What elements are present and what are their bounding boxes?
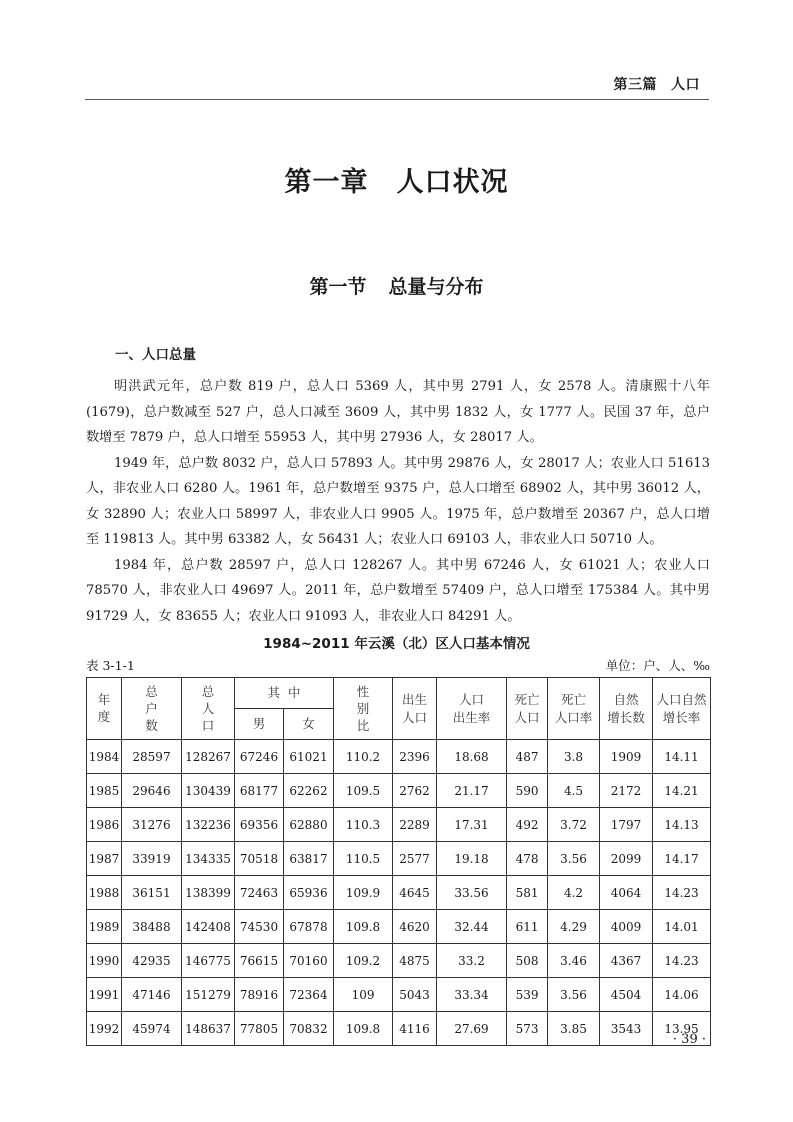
- table-cell: 109.8: [334, 910, 393, 944]
- header-death-rate: 死亡 人口率: [548, 678, 600, 740]
- table-cell: 4009: [600, 910, 653, 944]
- table-cell: 70832: [284, 1012, 334, 1046]
- table-cell: 1990: [87, 944, 122, 978]
- table-cell: 33919: [122, 842, 182, 876]
- body-text: [86, 374, 710, 629]
- table-cell: 611: [507, 910, 548, 944]
- table-cell: 14.23: [653, 944, 711, 978]
- table-row: [87, 944, 711, 978]
- running-head-part: 第三篇: [613, 77, 657, 93]
- table-cell: 72463: [235, 876, 284, 910]
- table-cell: 581: [507, 876, 548, 910]
- table-cell: 130439: [182, 774, 235, 808]
- table-cell: 14.06: [653, 978, 711, 1012]
- table-cell: 33.56: [437, 876, 507, 910]
- table-cell: 4645: [393, 876, 437, 910]
- table-cell: 76615: [235, 944, 284, 978]
- table-body: [87, 740, 711, 1046]
- table-cell: 18.68: [437, 740, 507, 774]
- table-cell: 110.3: [334, 808, 393, 842]
- header-natural-rate: 人口自然 增长率: [653, 678, 711, 740]
- paragraph: 1984 年，总户数 28597 户，总人口 128267 人。其中男 67246 人，女 61021 人；农业人口 78570 人，非农业人口 49697 人。2011 年，总户数增至 57409 户，总人口增至 175384 人。其中男 91729 人，女 83655 人；农业人口 91093 人，非农业人口 84291 人。: [86, 557, 710, 624]
- table-cell: 67878: [284, 910, 334, 944]
- table-cell: 14.21: [653, 774, 711, 808]
- table-cell: 47146: [122, 978, 182, 1012]
- table-cell: 14.01: [653, 910, 711, 944]
- table-cell: 4.2: [548, 876, 600, 910]
- table-cell: 63817: [284, 842, 334, 876]
- table-cell: 29646: [122, 774, 182, 808]
- table-cell: 27.69: [437, 1012, 507, 1046]
- table-cell: 590: [507, 774, 548, 808]
- table-cell: 61021: [284, 740, 334, 774]
- table-cell: 1989: [87, 910, 122, 944]
- table-cell: 62262: [284, 774, 334, 808]
- population-table: [86, 677, 711, 1046]
- table-cell: 3.56: [548, 842, 600, 876]
- table-cell: 45974: [122, 1012, 182, 1046]
- running-head: [614, 74, 701, 94]
- table-cell: 2289: [393, 808, 437, 842]
- table-cell: 68177: [235, 774, 284, 808]
- table-cell: 72364: [284, 978, 334, 1012]
- table-cell: 132236: [182, 808, 235, 842]
- table-cell: 1797: [600, 808, 653, 842]
- table-cell: 109.5: [334, 774, 393, 808]
- table-row: [87, 740, 711, 774]
- table-cell: 4064: [600, 876, 653, 910]
- table-row: [87, 808, 711, 842]
- table-cell: 3543: [600, 1012, 653, 1046]
- table-row: [87, 1012, 711, 1046]
- table-cell: 17.31: [437, 808, 507, 842]
- table-cell: 2396: [393, 740, 437, 774]
- page-number: · 39 ·: [672, 1032, 706, 1047]
- table-cell: 65936: [284, 876, 334, 910]
- table-title: 1984~2011 年云溪（北）区人口基本情况: [263, 636, 530, 652]
- table-cell: 42935: [122, 944, 182, 978]
- table-cell: 4875: [393, 944, 437, 978]
- table-cell: 478: [507, 842, 548, 876]
- table-cell: 109: [334, 978, 393, 1012]
- table-cell: 2577: [393, 842, 437, 876]
- table-cell: 1992: [87, 1012, 122, 1046]
- table-cell: 3.85: [548, 1012, 600, 1046]
- table-cell: 78916: [235, 978, 284, 1012]
- paragraph: 1949 年，总户数 8032 户，总人口 57893 人。其中男 29876 人，女 28017 人；农业人口 51613 人，非农业人口 6280 人。1961 年，总户数增至 9375 户，总人口增至 68902 人，其中男 36012 人，女 32890 人；农业人口 58997 人，非农业人口 9905 人。1975 年，总户数增至 20367 户，总人口增至 119813 人。其中男 63382 人，女 56431 人；农业人口 69103 人，非农业人口 50710 人。: [86, 455, 710, 547]
- table-cell: 142408: [182, 910, 235, 944]
- table-cell: 19.18: [437, 842, 507, 876]
- table-cell: 1988: [87, 876, 122, 910]
- section-name: 总量与分布: [388, 276, 484, 298]
- table-row: [87, 774, 711, 808]
- table-cell: 36151: [122, 876, 182, 910]
- header-year: 年度: [87, 678, 122, 740]
- table-cell: 33.2: [437, 944, 507, 978]
- table-cell: 508: [507, 944, 548, 978]
- chapter-name: 人口状况: [396, 167, 509, 198]
- table-cell: 4367: [600, 944, 653, 978]
- table-cell: 74530: [235, 910, 284, 944]
- table-cell: 28597: [122, 740, 182, 774]
- table-cell: 4.29: [548, 910, 600, 944]
- header-birth-rate: 人口 出生率: [437, 678, 507, 740]
- table-cell: 70518: [235, 842, 284, 876]
- table-cell: 573: [507, 1012, 548, 1046]
- table-cell: 31276: [122, 808, 182, 842]
- table-cell: 2172: [600, 774, 653, 808]
- header-female: 女: [284, 709, 334, 740]
- table-cell: 1985: [87, 774, 122, 808]
- table-cell: 14.23: [653, 876, 711, 910]
- section-title: [0, 272, 793, 299]
- table-cell: 38488: [122, 910, 182, 944]
- header-rule: [85, 99, 709, 100]
- table-cell: 3.56: [548, 978, 600, 1012]
- chapter-title: [0, 160, 793, 199]
- table-row: [87, 978, 711, 1012]
- table-cell: 1987: [87, 842, 122, 876]
- table-cell: 32.44: [437, 910, 507, 944]
- table-cell: 109.2: [334, 944, 393, 978]
- header-male: 男: [235, 709, 284, 740]
- table-cell: 13.95: [653, 1012, 711, 1046]
- table-row: [87, 842, 711, 876]
- table-unit: 单位：户、人、‰: [605, 658, 710, 673]
- table-cell: 67246: [235, 740, 284, 774]
- table-cell: 1991: [87, 978, 122, 1012]
- table-cell: 146775: [182, 944, 235, 978]
- table-cell: 3.72: [548, 808, 600, 842]
- header-population: 总人口: [182, 678, 235, 740]
- header-natural-increase: 自然 增长数: [600, 678, 653, 740]
- table-cell: 109.9: [334, 876, 393, 910]
- subheading: 一、人口总量: [115, 347, 196, 363]
- table-cell: 138399: [182, 876, 235, 910]
- table-cell: 3.46: [548, 944, 600, 978]
- table-cell: 4.5: [548, 774, 600, 808]
- header-of-which: 其 中: [235, 678, 334, 709]
- running-head-title: 人口: [671, 77, 700, 93]
- table-cell: 14.13: [653, 808, 711, 842]
- table-cell: 487: [507, 740, 548, 774]
- table-cell: 77805: [235, 1012, 284, 1046]
- table-cell: 1909: [600, 740, 653, 774]
- table-cell: 148637: [182, 1012, 235, 1046]
- paragraph: 明洪武元年，总户数 819 户，总人口 5369 人，其中男 2791 人，女 2578 人。清康熙十八年(1679)，总户数减至 527 户，总人口减至 3609 人，其中男 1832 人，女 1777 人。民国 37 年，总户数增至 7879 户，总人口增至 55953 人，其中男 27936 人，女 28017 人。: [86, 379, 710, 445]
- table-cell: 14.17: [653, 842, 711, 876]
- table-cell: 151279: [182, 978, 235, 1012]
- table-cell: 4504: [600, 978, 653, 1012]
- table-cell: 4116: [393, 1012, 437, 1046]
- table-cell: 109.8: [334, 1012, 393, 1046]
- table-cell: 2099: [600, 842, 653, 876]
- table-cell: 3.8: [548, 740, 600, 774]
- header-households: 总户数: [122, 678, 182, 740]
- table-cell: 62880: [284, 808, 334, 842]
- header-births: 出生 人口: [393, 678, 437, 740]
- header-deaths: 死亡 人口: [507, 678, 548, 740]
- table-cell: 134335: [182, 842, 235, 876]
- table-cell: 110.2: [334, 740, 393, 774]
- table-cell: 1986: [87, 808, 122, 842]
- table-number: 表 3-1-1: [86, 658, 135, 673]
- table-cell: 5043: [393, 978, 437, 1012]
- table-cell: 2762: [393, 774, 437, 808]
- header-sex-ratio: 性别比: [334, 678, 393, 740]
- table-cell: 110.5: [334, 842, 393, 876]
- table-row: [87, 910, 711, 944]
- table-cell: 539: [507, 978, 548, 1012]
- table-cell: 33.34: [437, 978, 507, 1012]
- table-cell: 14.11: [653, 740, 711, 774]
- table-cell: 492: [507, 808, 548, 842]
- chapter-number: 第一章: [284, 167, 369, 198]
- table-cell: 128267: [182, 740, 235, 774]
- table-row: [87, 876, 711, 910]
- table-cell: 21.17: [437, 774, 507, 808]
- table-cell: 4620: [393, 910, 437, 944]
- section-number: 第一节: [309, 276, 367, 298]
- table-cell: 69356: [235, 808, 284, 842]
- table-cell: 1984: [87, 740, 122, 774]
- table-cell: 70160: [284, 944, 334, 978]
